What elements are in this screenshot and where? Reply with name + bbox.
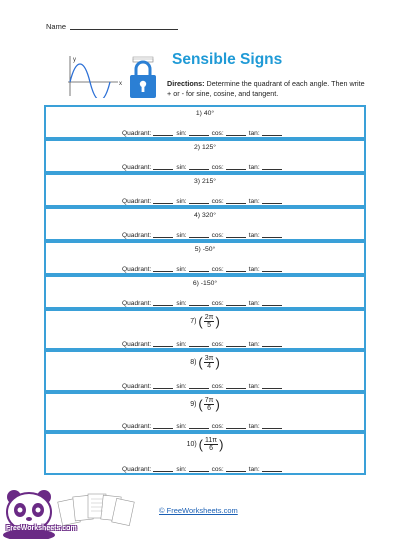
tan-blank[interactable] [262,169,282,170]
cos-blank[interactable] [226,471,246,472]
problem-box-6 [44,275,366,309]
sin-blank[interactable] [189,388,209,389]
answer-line-4: Quadrant: sin: cos: tan: [122,232,285,239]
brand-logo-text: FreeWorksheets.com [6,525,77,532]
problem-box-1 [44,105,366,139]
sin-blank[interactable] [189,346,209,347]
problem-label-6: 6) -150° [192,280,218,287]
quadrant-blank[interactable] [153,237,173,238]
directions-text: Determine the quadrant of each angle. Then write + or - for sine, cosine, and tangent. [167,79,365,98]
quadrant-blank[interactable] [153,169,173,170]
tan-blank[interactable] [262,388,282,389]
answer-line-9: Quadrant: sin: cos: tan: [122,423,285,430]
quadrant-blank[interactable] [153,471,173,472]
tan-blank[interactable] [262,135,282,136]
problem-label-9: 9) ( $\frac{7\pi}{6}$ ) [190,397,220,412]
worksheet-stack-icon [56,490,136,532]
answer-line-8: Quadrant: sin: cos: tan: [122,383,285,390]
quadrant-blank[interactable] [153,428,173,429]
quadrant-blank[interactable] [153,203,173,204]
answer-line-10: Quadrant: sin: cos: tan: [122,466,285,473]
problem-box-7 [44,309,366,350]
answer-line-6: Quadrant: sin: cos: tan: [122,300,285,307]
problem-box-8 [44,350,366,392]
problem-label-2: 2) 125° [194,144,216,151]
fraction-numerator: 11π [204,437,218,444]
quadrant-blank[interactable] [153,135,173,136]
cos-blank[interactable] [226,346,246,347]
problem-label-7: 7) ( $\frac{2\pi}{5}$ ) [190,314,220,329]
worksheet-title: Sensible Signs [172,51,283,68]
cos-blank[interactable] [226,169,246,170]
answer-line-7: Quadrant: sin: cos: tan: [122,341,285,348]
sin-blank[interactable] [189,203,209,204]
directions-label: Directions: [167,79,205,88]
directions [167,79,367,98]
sin-blank[interactable] [189,305,209,306]
tan-blank[interactable] [262,237,282,238]
fraction-denominator: 6 [207,405,212,412]
tan-blank[interactable] [262,305,282,306]
problem-label-8: 8) ( $\frac{3\pi}{4}$ ) [190,355,220,370]
answer-line-1: Quadrant: sin: cos: tan: [122,130,285,137]
sin-blank[interactable] [189,237,209,238]
cos-blank[interactable] [226,305,246,306]
quadrant-blank[interactable] [153,346,173,347]
quadrant-blank[interactable] [153,388,173,389]
tan-blank[interactable] [262,203,282,204]
sin-blank[interactable] [189,471,209,472]
sin-blank[interactable] [189,271,209,272]
problem-label-10: 10) ( $\frac{11\pi}{6}$ ) [186,437,224,452]
cos-blank[interactable] [226,271,246,272]
answer-line-5: Quadrant: sin: cos: tan: [122,266,285,273]
answer-line-3: Quadrant: sin: cos: tan: [122,198,285,205]
tan-blank[interactable] [262,271,282,272]
name-label: Name [46,22,67,31]
cos-blank[interactable] [226,237,246,238]
copyright-link[interactable]: © FreeWorksheets.com [159,506,238,515]
graph-x-label: x [119,81,122,87]
problem-box-3 [44,173,366,207]
fraction-denominator: 6 [209,445,213,452]
graph-y-label: y [73,57,76,63]
problem-label-1: 1) 40° [195,110,215,117]
sin-blank[interactable] [189,135,209,136]
lock-icon [127,56,159,100]
problem-label-4: 4) 320° [194,212,216,219]
tan-blank[interactable] [262,428,282,429]
problem-box-4 [44,207,366,241]
fraction-denominator: 4 [207,363,212,370]
sin-blank[interactable] [189,428,209,429]
cos-blank[interactable] [226,388,246,389]
problem-label-3: 3) 215° [194,178,216,185]
problem-label-5: 5) -50° [194,246,216,253]
fraction-numerator: 7π [204,397,214,404]
tan-blank[interactable] [262,346,282,347]
cos-blank[interactable] [226,135,246,136]
fraction-denominator: 5 [207,322,212,329]
problem-box-9 [44,392,366,432]
quadrant-blank[interactable] [153,271,173,272]
fraction-numerator: 2π [204,314,214,321]
quadrant-blank[interactable] [153,305,173,306]
name-blank[interactable] [70,29,178,30]
problem-box-10 [44,432,366,475]
tan-blank[interactable] [262,471,282,472]
cos-blank[interactable] [226,203,246,204]
fraction-numerator: 3π [204,355,214,362]
cos-blank[interactable] [226,428,246,429]
name-field [46,22,178,31]
sin-blank[interactable] [189,169,209,170]
problem-box-5 [44,241,366,275]
sine-graph-icon [64,52,124,98]
answer-line-2: Quadrant: sin: cos: tan: [122,164,285,171]
problem-box-2 [44,139,366,173]
